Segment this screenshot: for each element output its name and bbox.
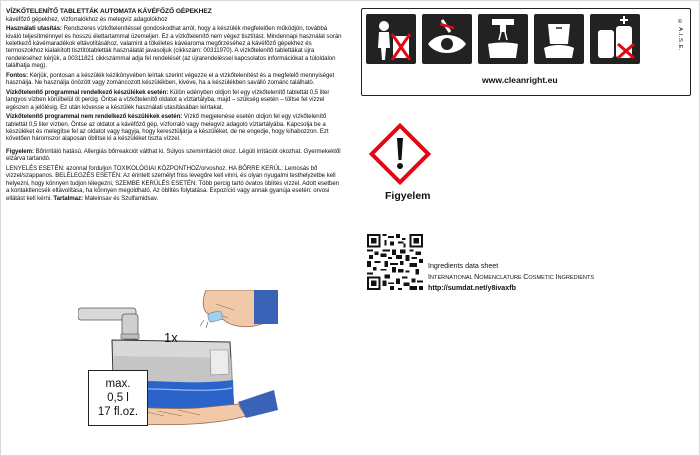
avoid-eye-contact-icon (422, 14, 472, 64)
warning-text: Bőrirritáló hatású. Allergiás bőrreakciót válthat ki. Súlyos szemirritációt okoz. Légúti irritációt okozhat. Gyermekektől elzárva tartandó. (6, 148, 341, 163)
qr-code-icon[interactable] (367, 234, 423, 290)
signal-word: Figyelem (385, 190, 431, 202)
noprogram-paragraph (6, 113, 342, 143)
important-text: Kérjük, pontosan a készülék kézikönyvében leírtak szerint végezze el a vízkőtelenítést és a megfelelő mennyiséget használja. Ne használja önözött vagy zománcozott készülékben, kivéve, ha a készülékben saválló zománc található. (6, 71, 335, 87)
warning-paragraph (6, 148, 342, 163)
do-not-mix-icon (590, 14, 640, 64)
firstaid-paragraph (6, 165, 342, 202)
faucet-icon (78, 308, 139, 339)
keep-away-from-children-icon (366, 14, 416, 64)
product-subtitle: kávéfőző gépekhez, vízforralókhoz és melegvíz adagolókhoz (6, 15, 168, 23)
firstaid-text: LENYELÉS ESETÉN: azonnal forduljon TOXIKOLÓGIAI KÖZPONTHOZ/orvoshoz. HA BŐRRE KERÜL: Lemosás bő vízzel/szappanos. BELÉLEGZÉS ESETÉN: Az érintett személyt friss levegőre kell vinni, és olyan nyugalmi testhelyzetbe kell helyezni, hogy könnyen tudjon lélegezni, SZEMBE KERÜLÉS ESETÉN: Több percig tartó óvatos öblítés vízzel. Adott esetben a kontaktlencsék eltávolítása, ha könnyen megoldható. Az öblítés folytatása. Expozíció vagy annak gyanúja esetén: orvosi ellátást kell kérni. (6, 165, 340, 202)
volume-floz: 17 fl.oz. (97, 406, 139, 418)
exclamation-hazard-icon (369, 123, 431, 185)
usage-text: Rendszeres vízkőtelenítéssel gondoskodhat arról, hogy a készülék megfelelően működjön, továbbá kiváló teljesítménnyel és hosszú élettartammal üzemeljen. Ez a vízkőtelenítő nem végez tisztítást. Mindennapi használat során keletkező kávémaradékok eltávolításához, valamint a tökéletes kávéaroma megőrzéséhez a kávéfőző gépekhez és termoszokhoz kialakított tisztítótabletták használatát javasoljuk (cikkszám: 00311970). A vízkőtelenítő tablettákat újra rendeléséhez kérjük, a 00311821 cikkszámmal adja fel rendelését (az újrarendeléssel kapcsolatos információkat a túloldalon találhatja meg). (6, 25, 342, 70)
program-label: Vízkőtelenítő programmal rendelkező készülékek esetén: (6, 88, 169, 96)
max-label: max. (105, 378, 131, 390)
important-paragraph (6, 72, 342, 87)
contents-label: Tartalmaz: (53, 194, 83, 202)
contents-text: Maleinsav és Szulfamidsav. (84, 194, 159, 202)
tablet-count: 1x (164, 330, 178, 345)
ingredients-link[interactable]: http://sumdat.net/y8ivaxfb (428, 284, 516, 292)
inci-line: INTERNATIONAL NOMENCLATURE COSMETIC INGREDIENTS (428, 272, 595, 281)
product-title: VÍZKŐTELENÍTŐ TABLETTÁK AUTOMATA KÁVÉFŐZŐ GÉPEKHEZ (6, 8, 212, 15)
instructions-column (6, 8, 342, 204)
wash-hands-icon (478, 14, 528, 64)
warning-label: Figyelem: (6, 148, 34, 156)
noprogram-text: Vízkő megjelenése esetén oldjon fel egy vízkőtelenítő tablettát 0,5 liter vízben. Öntse az oldatot a kávéfőző gép, vízforraló vagy melegvíz adagoló víztartályába. Kapcsolja be a készüléket és melegítse fel az oldatot vagy hagyja, hogy keresztüljárja a készüléket, de ne engedje, hogy kihabozzon. Ezt követően háromszor alaposan öblítse ki a készüléket tiszta vízzel. (6, 113, 329, 143)
ingredients-info (428, 261, 594, 294)
program-paragraph (6, 89, 342, 111)
max-volume-box (88, 370, 148, 426)
program-text: Külön edényben oldjon fel egy vízkőtelenítő tablettát 0,5 liter langyos vízben körülbelül öt percig. Öntse a vízkőtelenítő oldatot a víztartályba, majd – szükség esetén – töltse fel vízzel egészen a jelölésig. Ez után kövesse a készülék használati utasításában leírtakat. (6, 88, 330, 111)
cleanright-url[interactable]: www.cleanright.eu (482, 75, 558, 85)
volume-liters: 0,5 l (107, 392, 129, 404)
usage-label: Használati utasítás: (6, 25, 62, 33)
cleanright-panel (361, 8, 691, 96)
important-label: Fontos: (6, 71, 28, 79)
dry-hands-icon (534, 14, 584, 64)
usage-paragraph (6, 25, 342, 69)
tablet-hand-icon (200, 290, 278, 328)
aise-copyright: © A.I.S.E. (677, 19, 683, 51)
noprogram-label: Vízkőtelenítő programmal nem rendelkező készülékek esetén: (6, 113, 183, 121)
ingredients-label: Ingredients data sheet (428, 262, 499, 270)
